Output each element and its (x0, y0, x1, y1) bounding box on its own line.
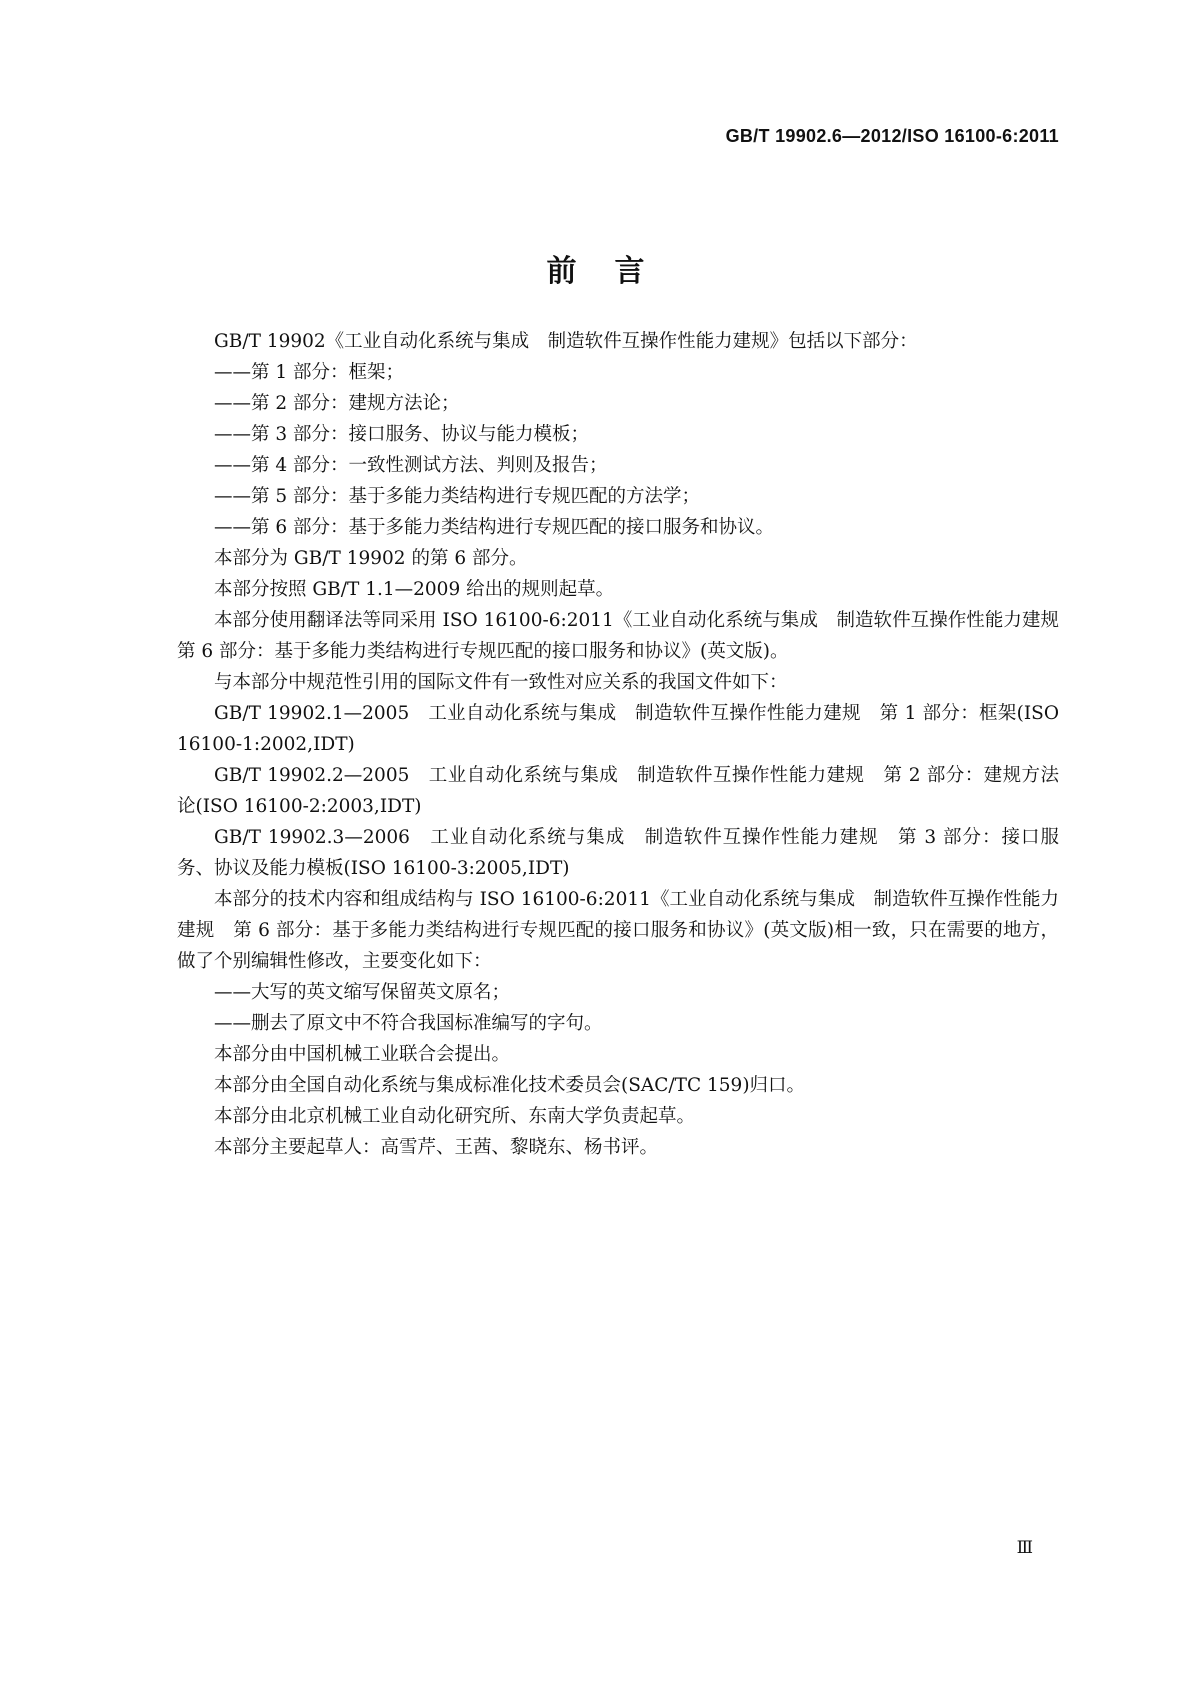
paragraph-drafting-units: 本部分由北京机械工业自动化研究所、东南大学负责起草。 (214, 1106, 696, 1127)
page-title: 前言 (546, 254, 683, 290)
list-item-part-3: ——第 3 部分：接口服务、协议与能力模板； (214, 424, 590, 445)
change-item-2: ——删去了原文中不符合我国标准编写的字句。 (214, 1013, 603, 1034)
reference-document-2: GB/T 19902.2—2005 工业自动化系统与集成 制造软件互操作性能力建规 第 2 部分：建规方法论(ISO 16100-2:2003,IDT) (177, 765, 1059, 817)
standard-code-header: GB/T 19902.6—2012/ISO 16100-6:2011 (725, 126, 1059, 146)
paragraph-standard-parts: GB/T 19902《工业自动化系统与集成 制造软件互操作性能力建规》包括以下部分： (214, 331, 918, 352)
paragraph-technical-content: 本部分的技术内容和组成结构与 ISO 16100-6:2011《工业自动化系统与集成 制造软件互操作性能力建规 第 6 部分：基于多能力类结构进行专规匹配的接口服务和协议》(英文版)相一致，只在需要的地方，做了个别编辑性修改，主要变化如下： (177, 889, 1059, 972)
reference-document-1: GB/T 19902.1—2005 工业自动化系统与集成 制造软件互操作性能力建规 第 1 部分：框架(ISO 16100-1:2002,IDT) (177, 703, 1059, 755)
paragraph-main-drafters: 本部分主要起草人：高雪芹、王茜、黎晓东、杨书评。 (214, 1137, 659, 1158)
paragraph-part-identification: 本部分为 GB/T 19902 的第 6 部分。 (214, 548, 528, 569)
paragraph-proposer: 本部分由中国机械工业联合会提出。 (214, 1044, 511, 1065)
list-item-part-5: ——第 5 部分：基于多能力类结构进行专规匹配的方法学； (214, 486, 701, 507)
change-item-1: ——大写的英文缩写保留英文原名； (214, 982, 511, 1003)
paragraph-corresponding-documents: 与本部分中规范性引用的国际文件有一致性对应关系的我国文件如下： (214, 672, 788, 693)
page-number: Ⅲ (1016, 1538, 1033, 1557)
paragraph-centralized-unit: 本部分由全国自动化系统与集成标准化技术委员会(SAC/TC 159)归口。 (214, 1075, 806, 1096)
list-item-part-6: ——第 6 部分：基于多能力类结构进行专规匹配的接口服务和协议。 (214, 517, 775, 538)
list-item-part-1: ——第 1 部分：框架； (214, 362, 405, 383)
reference-document-3: GB/T 19902.3—2006 工业自动化系统与集成 制造软件互操作性能力建规 第 3 部分：接口服务、协议及能力模板(ISO 16100-3:2005,IDT) (177, 827, 1059, 879)
paragraph-drafting-rules: 本部分按照 GB/T 1.1—2009 给出的规则起草。 (214, 579, 615, 600)
paragraph-translation-adoption: 本部分使用翻译法等同采用 ISO 16100-6:2011《工业自动化系统与集成 制造软件互操作性能力建规 第 6 部分：基于多能力类结构进行专规匹配的接口服务和协议》(英文版)。 (177, 610, 1078, 662)
list-item-part-4: ——第 4 部分：一致性测试方法、判则及报告； (214, 455, 608, 476)
list-item-part-2: ——第 2 部分：建规方法论； (214, 393, 460, 414)
preface-body (177, 326, 1078, 1163)
